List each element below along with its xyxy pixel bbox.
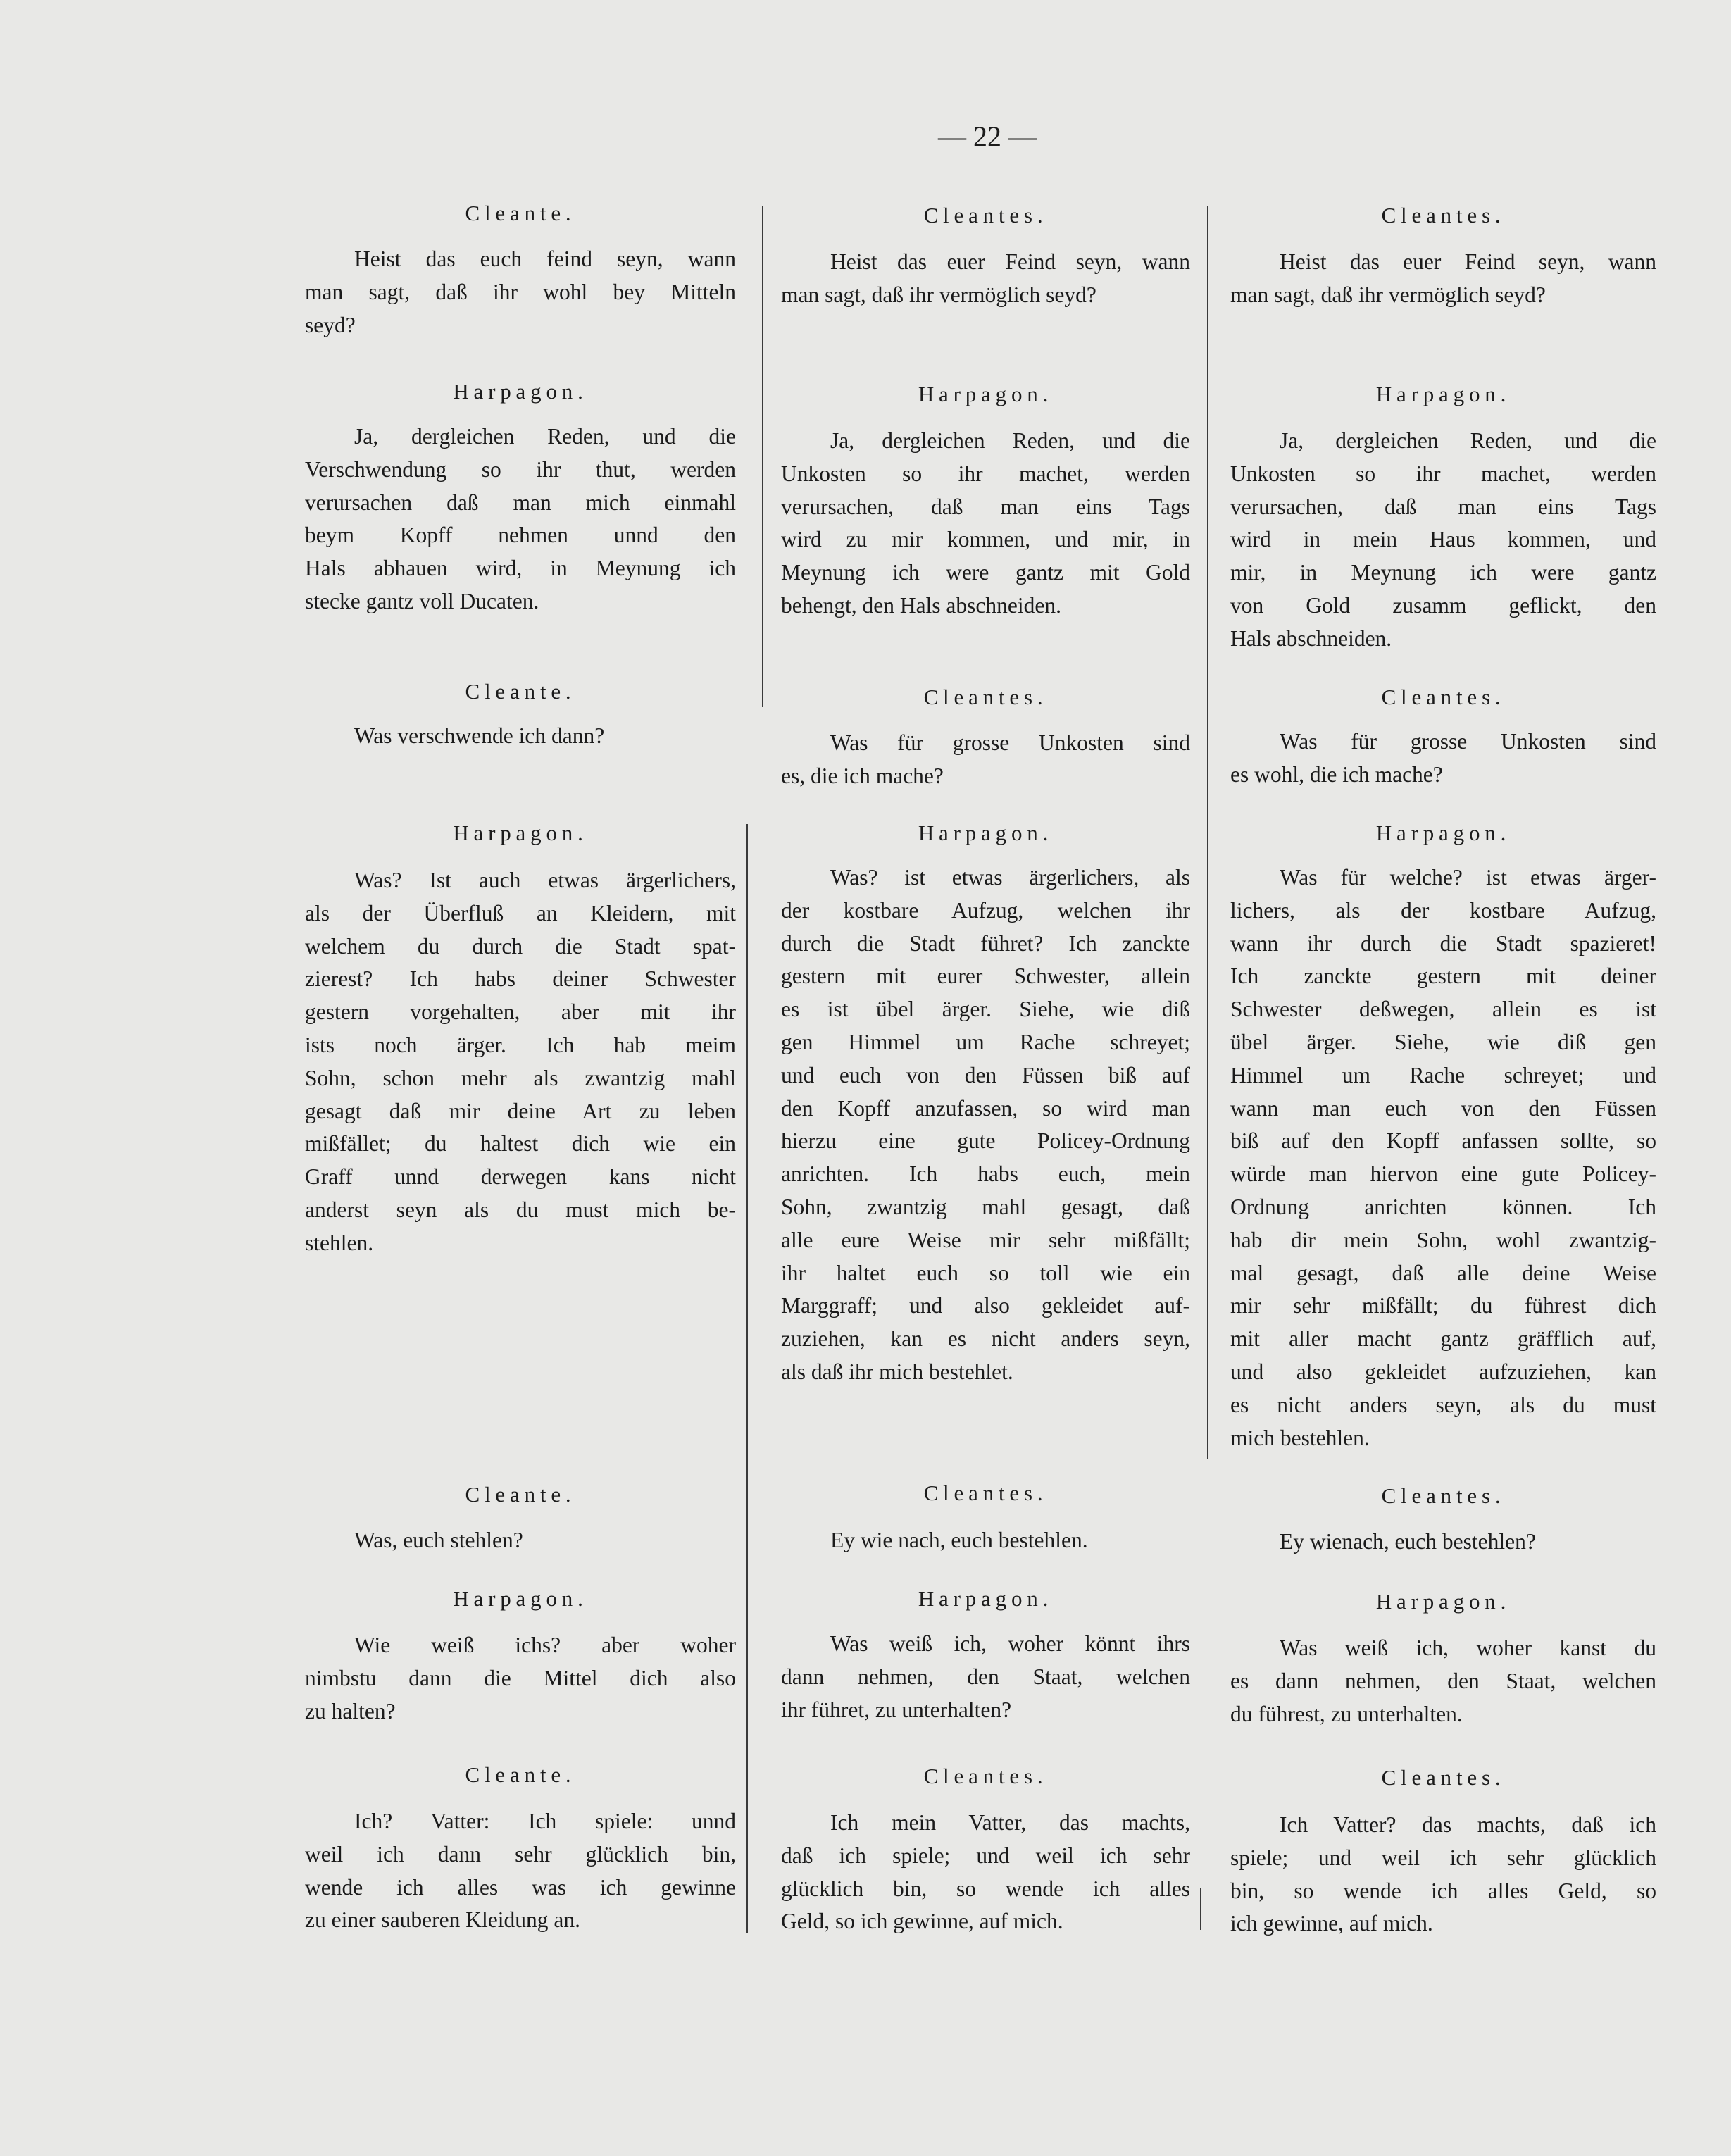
speech-line: Ich? Vatter: Ich spiele: unnd xyxy=(354,1809,736,1833)
speech-line: Sohn, schon mehr als zwantzig mahl xyxy=(305,1065,736,1090)
speech-line: Was für welche? ist etwas ärger- xyxy=(1280,865,1656,890)
speech-line: ihr führet, zu unterhalten? xyxy=(781,1697,1012,1722)
speech-line: wird zu mir kommen, und mir, in xyxy=(781,527,1190,552)
speech-text xyxy=(305,864,736,1260)
speech-line: Ja, dergleichen Reden, und die xyxy=(830,428,1190,453)
speech-text xyxy=(1230,861,1656,1454)
speech-line: verursachen daß man mich einmahl xyxy=(305,490,736,515)
speech-text xyxy=(305,420,736,618)
speech-line: Heist das euer Feind seyn, wann xyxy=(830,249,1190,274)
speaker-name: Harpagon. xyxy=(918,1586,1054,1611)
speech-line: du führest, zu unterhalten. xyxy=(1230,1701,1463,1726)
speech-text xyxy=(781,861,1190,1389)
speech-text xyxy=(305,1524,736,1557)
speech-line: den Kopff anzufassen, so wird man xyxy=(781,1095,1190,1121)
speech-text xyxy=(781,727,1190,793)
speech-line: der kostbare Aufzug, welchen ihr xyxy=(781,897,1190,923)
column-divider xyxy=(746,824,748,1933)
speech-line: bin, so wende ich alles Geld, so xyxy=(1230,1878,1656,1903)
speech-line: gestern mit eurer Schwester, allein xyxy=(781,964,1190,989)
page-number: — 22 — xyxy=(938,120,1037,152)
speech-line: anrichten. Ich habs euch, mein xyxy=(781,1161,1190,1187)
speaker-name: Harpagon. xyxy=(453,379,588,404)
speech-line: behengt, den Hals abschneiden. xyxy=(781,592,1061,618)
speech-line: übel ärger. Siehe, wie diß gen xyxy=(1230,1029,1656,1054)
speech-line: Ordnung anrichten können. Ich xyxy=(1230,1194,1656,1219)
speech-text xyxy=(1230,1632,1656,1731)
speaker-name: Cleantes. xyxy=(1381,1765,1506,1790)
speech-line: Ich mein Vatter, das machts, xyxy=(830,1810,1190,1835)
speaker-name: Harpagon. xyxy=(453,1586,588,1611)
speech-line: verursachen, daß man eins Tags xyxy=(1230,494,1656,519)
speech-line: würde man hiervon eine gute Policey- xyxy=(1230,1161,1656,1187)
speech-line: nimbstu dann die Mittel dich also xyxy=(305,1665,736,1690)
speech-line: es nicht anders seyn, als du must xyxy=(1230,1392,1656,1417)
speech-line: weil ich dann sehr glücklich bin, xyxy=(305,1841,736,1867)
speech-text xyxy=(305,1805,736,1937)
speech-text xyxy=(1230,1809,1656,1940)
speech-line: man sagt, daß ihr vermöglich seyd? xyxy=(1230,282,1546,307)
speech-line: mit aller macht gantz gräfflich auf, xyxy=(1230,1326,1656,1352)
speech-line: mir sehr mißfällt; du führest dich xyxy=(1230,1293,1656,1319)
speech-line: wird in mein Haus kommen, und xyxy=(1230,527,1656,552)
speech-line: gen Himmel um Rache schreyet; xyxy=(781,1029,1190,1054)
speech-line: glücklich bin, so wende ich alles xyxy=(781,1876,1190,1901)
speech-line: es ist übel ärger. Siehe, wie diß xyxy=(781,997,1190,1022)
speech-line: Was für grosse Unkosten sind xyxy=(1280,729,1656,754)
speech-text xyxy=(781,246,1190,312)
speech-line: anderst seyn als du must mich be- xyxy=(305,1197,736,1222)
speech-text xyxy=(1230,1526,1656,1559)
speech-line: wann ihr durch die Stadt spazieret! xyxy=(1230,930,1656,956)
speech-line: zu halten? xyxy=(305,1698,396,1724)
speech-line: alle eure Weise mir sehr mißfällt; xyxy=(781,1227,1190,1252)
speaker-name: Cleantes. xyxy=(923,203,1048,228)
speech-line: Meynung ich were gantz mit Gold xyxy=(781,560,1190,585)
speech-line: zuziehen, kan es nicht anders seyn, xyxy=(781,1326,1190,1352)
speech-line: Was? Ist auch etwas ärgerlichers, xyxy=(354,868,736,892)
speech-line: ich gewinne, auf mich. xyxy=(1230,1911,1433,1936)
speech-text xyxy=(781,425,1190,623)
speaker-name: Harpagon. xyxy=(918,821,1054,845)
speech-line: Was weiß ich, woher kanst du xyxy=(1280,1635,1656,1660)
speech-line: seyd? xyxy=(305,312,356,337)
speech-line: Hals abhauen wird, in Meynung ich xyxy=(305,556,736,581)
speech-line: ists noch ärger. Ich hab meim xyxy=(305,1032,736,1057)
speech-line: Ja, dergleichen Reden, und die xyxy=(354,424,736,449)
speech-line: mißfället; du haltest dich wie ein xyxy=(305,1131,736,1157)
speech-text xyxy=(781,1628,1190,1726)
speech-line: durch die Stadt führet? Ich zanckte xyxy=(781,930,1190,956)
speaker-name: Cleante. xyxy=(465,1762,576,1787)
speaker-name: Cleantes. xyxy=(923,1764,1048,1788)
column-divider xyxy=(1200,1888,1201,1930)
column-divider xyxy=(1207,206,1208,1459)
column-divider xyxy=(762,206,763,707)
speaker-name: Cleante. xyxy=(465,679,576,704)
speech-text xyxy=(305,243,736,342)
speech-line: Schwester deßwegen, allein es ist xyxy=(1230,997,1656,1022)
speech-line: Verschwendung so ihr thut, werden xyxy=(305,456,736,482)
speaker-name: Cleantes. xyxy=(1381,685,1506,709)
speech-line: lichers, als der kostbare Aufzug, xyxy=(1230,897,1656,923)
speech-text xyxy=(781,1807,1190,1938)
speech-line: es dann nehmen, den Staat, welchen xyxy=(1230,1668,1656,1693)
speech-line: als daß ihr mich bestehlet. xyxy=(781,1359,1013,1384)
speech-line: hierzu eine gute Policey-Ordnung xyxy=(781,1128,1190,1154)
speech-line: Graff unnd derwegen kans nicht xyxy=(305,1164,736,1190)
speech-line: hab dir mein Sohn, wohl zwantzig- xyxy=(1230,1227,1656,1252)
speech-text xyxy=(305,1629,736,1728)
speech-line: als der Überfluß an Kleidern, mit xyxy=(305,900,736,926)
speech-line: gestern vorgehalten, aber mit ihr xyxy=(305,999,736,1025)
speech-line: Ich Vatter? das machts, daß ich xyxy=(1280,1812,1656,1837)
speech-line: spiele; und weil ich sehr glücklich xyxy=(1230,1845,1656,1870)
speech-line: es wohl, die ich mache? xyxy=(1230,761,1443,787)
speech-line: Heist das euer Feind seyn, wann xyxy=(1280,249,1656,274)
speech-line: mir, in Meynung ich were gantz xyxy=(1230,560,1656,585)
speaker-name: Harpagon. xyxy=(453,821,588,845)
speech-line: Ja, dergleichen Reden, und die xyxy=(1280,428,1656,453)
speaker-name: Harpagon. xyxy=(1375,382,1511,406)
speech-text xyxy=(305,720,736,753)
speech-line: gesagt daß mir deine Art zu leben xyxy=(305,1098,736,1123)
speech-line: dann nehmen, den Staat, welchen xyxy=(781,1664,1190,1689)
speech-line: Was, euch stehlen? xyxy=(354,1528,523,1552)
speech-line: Unkosten so ihr machet, werden xyxy=(1230,461,1656,486)
speaker-name: Cleantes. xyxy=(923,685,1048,709)
speech-text xyxy=(1230,725,1656,792)
speech-line: Unkosten so ihr machet, werden xyxy=(781,461,1190,486)
speaker-name: Cleantes. xyxy=(1381,1483,1506,1508)
speech-line: mich bestehlen. xyxy=(1230,1425,1370,1450)
speech-line: zu einer sauberen Kleidung an. xyxy=(305,1907,580,1933)
speech-line: Was weiß ich, woher könnt ihrs xyxy=(830,1631,1190,1656)
speech-line: Ich zanckte gestern mit deiner xyxy=(1230,964,1656,989)
speech-line: Sohn, zwantzig mahl gesagt, daß xyxy=(781,1194,1190,1219)
speech-line: wende ich alles was ich gewinne xyxy=(305,1874,736,1900)
speaker-name: Cleante. xyxy=(465,1482,576,1507)
speaker-name: Harpagon. xyxy=(1375,821,1511,845)
speech-line: wann man euch von den Füssen xyxy=(1230,1095,1656,1121)
speech-line: Ey wie nach, euch bestehlen. xyxy=(830,1528,1088,1552)
speech-line: man sagt, daß ihr vermöglich seyd? xyxy=(781,282,1096,307)
speech-line: stehlen. xyxy=(305,1230,374,1255)
speech-line: daß ich spiele; und weil ich sehr xyxy=(781,1843,1190,1868)
speech-line: von Gold zusamm geflickt, den xyxy=(1230,592,1656,618)
speech-line: verursachen, daß man eins Tags xyxy=(781,494,1190,519)
speech-line: und also gekleidet aufzuziehen, kan xyxy=(1230,1359,1656,1384)
speech-line: Marggraff; und also gekleidet auf- xyxy=(781,1293,1190,1319)
speech-line: Hals abschneiden. xyxy=(1230,625,1392,651)
speech-line: Wie weiß ichs? aber woher xyxy=(354,1633,736,1657)
speech-line: mal gesagt, daß alle deine Weise xyxy=(1230,1260,1656,1285)
speech-line: man sagt, daß ihr wohl bey Mitteln xyxy=(305,279,736,304)
speech-line: stecke gantz voll Ducaten. xyxy=(305,588,539,613)
speech-text xyxy=(1230,246,1656,312)
speech-line: und euch von den Füssen biß auf xyxy=(781,1062,1190,1088)
speech-line: es, die ich mache? xyxy=(781,763,944,788)
speech-line: ihr haltet euch so toll wie ein xyxy=(781,1260,1190,1285)
speech-text xyxy=(781,1524,1190,1557)
speaker-name: Harpagon. xyxy=(1375,1589,1511,1614)
speech-line: biß auf den Kopff anfassen sollte, so xyxy=(1230,1128,1656,1154)
speech-line: Geld, so ich gewinne, auf mich. xyxy=(781,1909,1063,1934)
speech-line: welchem du durch die Stadt spat- xyxy=(305,933,736,959)
speech-line: Heist das euch feind seyn, wann xyxy=(354,247,736,271)
speech-line: Was verschwende ich dann? xyxy=(354,723,605,748)
speech-line: Ey wienach, euch bestehlen? xyxy=(1280,1529,1536,1554)
speech-line: Was für grosse Unkosten sind xyxy=(830,730,1190,755)
speaker-name: Harpagon. xyxy=(918,382,1054,406)
speaker-name: Cleantes. xyxy=(923,1481,1048,1505)
speech-line: zierest? Ich habs deiner Schwester xyxy=(305,966,736,992)
speech-text xyxy=(1230,425,1656,656)
speaker-name: Cleantes. xyxy=(1381,203,1506,228)
speaker-name: Cleante. xyxy=(465,201,576,225)
speech-line: Himmel um Rache schreyet; und xyxy=(1230,1062,1656,1088)
speech-line: beym Kopff nehmen unnd den xyxy=(305,523,736,548)
speech-line: Was? ist etwas ärgerlichers, als xyxy=(830,865,1190,890)
